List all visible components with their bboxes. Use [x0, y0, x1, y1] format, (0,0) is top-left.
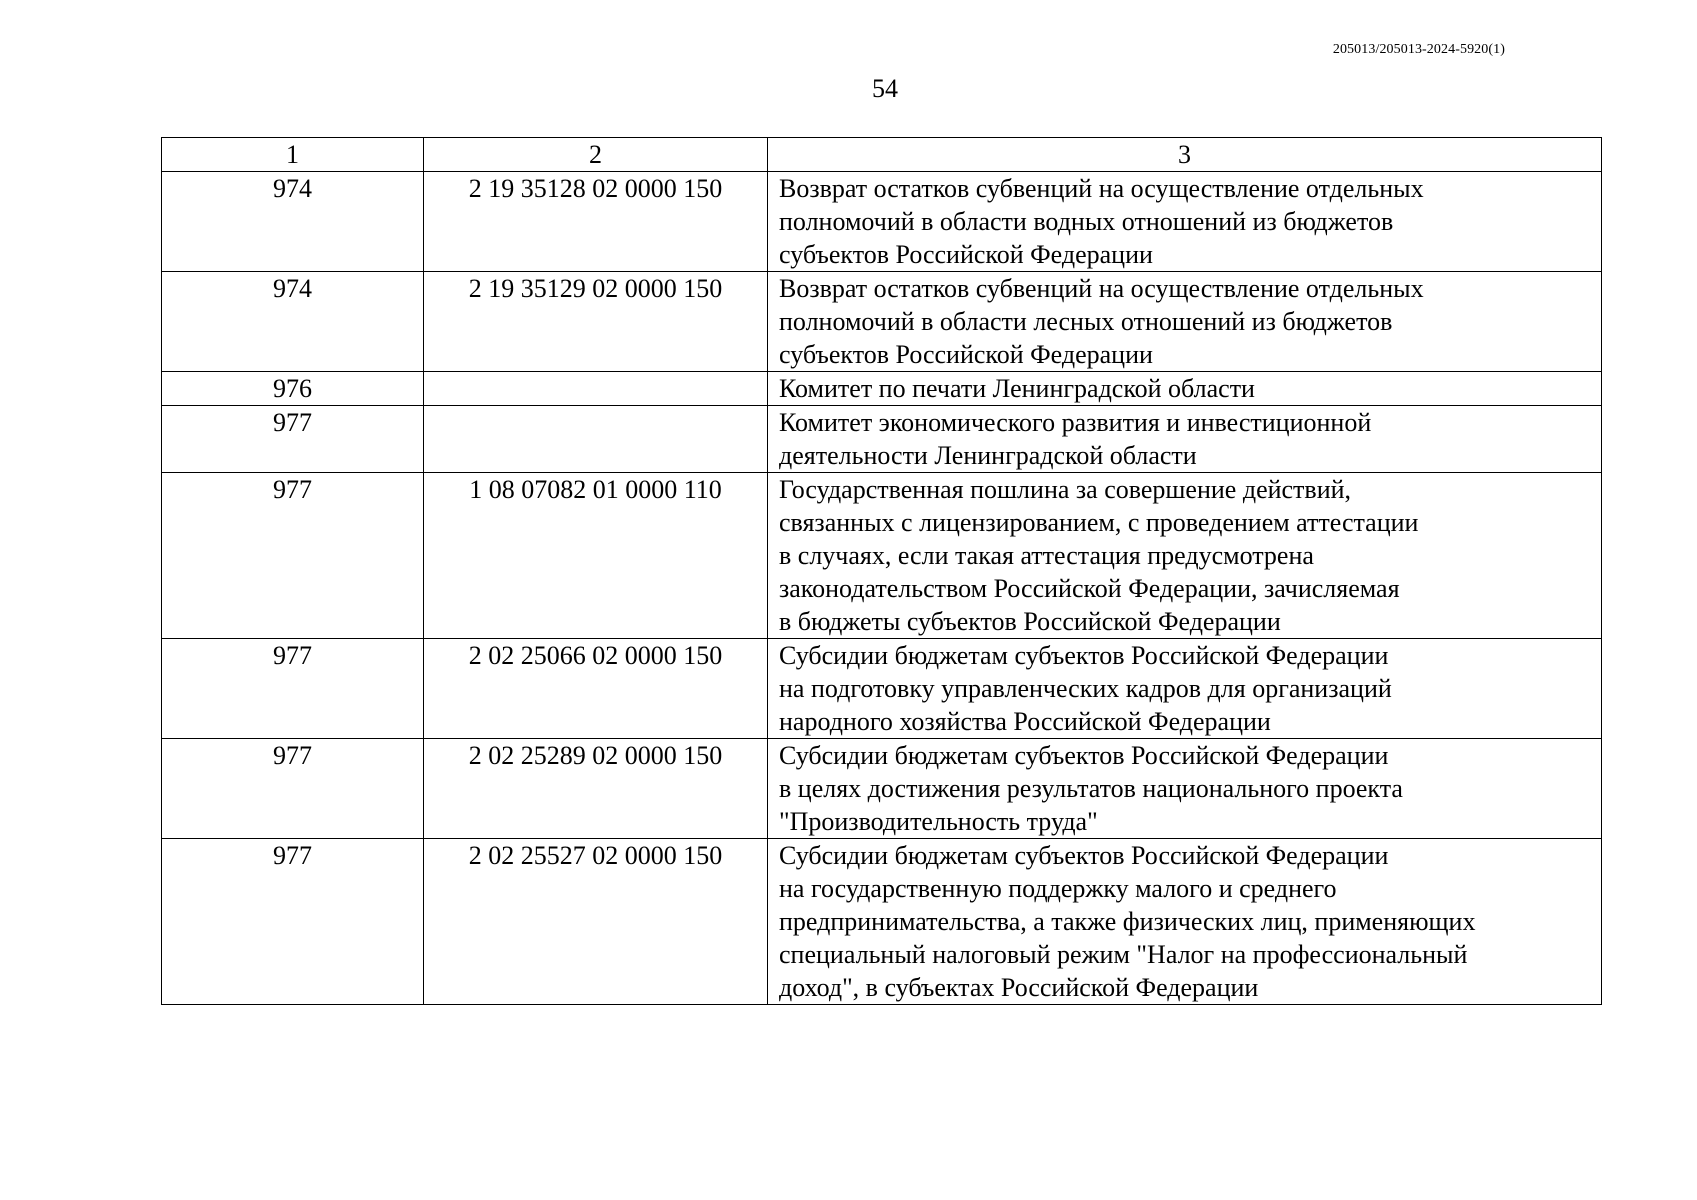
admin-code-cell: 977 — [162, 739, 424, 839]
column-header-1: 1 — [162, 138, 424, 172]
budget-code-cell: 2 19 35129 02 0000 150 — [424, 272, 768, 372]
column-header-2: 2 — [424, 138, 768, 172]
budget-code-cell: 2 19 35128 02 0000 150 — [424, 172, 768, 272]
description-cell: Комитет по печати Ленинградской области — [768, 372, 1602, 406]
description-cell: Субсидии бюджетам субъектов Российской Федерации в целях достижения результатов национального проекта "Производительность труда" — [768, 739, 1602, 839]
budget-code-cell: 2 02 25289 02 0000 150 — [424, 739, 768, 839]
admin-code-cell: 977 — [162, 473, 424, 639]
description-cell: Субсидии бюджетам субъектов Российской Федерации на подготовку управленческих кадров для организаций народного хозяйства Российской Федерации — [768, 639, 1602, 739]
admin-code-cell: 974 — [162, 172, 424, 272]
table-row — [162, 172, 1602, 272]
budget-code-cell: 2 02 25066 02 0000 150 — [424, 639, 768, 739]
table-row — [162, 473, 1602, 639]
table-row — [162, 272, 1602, 372]
admin-code-cell: 974 — [162, 272, 424, 372]
page-number: 54 — [872, 74, 898, 103]
description-cell: Государственная пошлина за совершение действий, связанных с лицензированием, с проведением аттестации в случаях, если такая аттестация предусмотрена законодательством Российской Федерации, зачисляемая в бюджеты субъектов Российской Федерации — [768, 473, 1602, 639]
description-cell: Возврат остатков субвенций на осуществление отдельных полномочий в области лесных отношений из бюджетов субъектов Российской Федерации — [768, 272, 1602, 372]
table-header-row — [162, 138, 1602, 172]
column-header-3: 3 — [768, 138, 1602, 172]
table-row — [162, 372, 1602, 406]
description-cell: Возврат остатков субвенций на осуществление отдельных полномочий в области водных отношений из бюджетов субъектов Российской Федерации — [768, 172, 1602, 272]
description-cell: Субсидии бюджетам субъектов Российской Федерации на государственную поддержку малого и среднего предпринимательства, а также физических лиц, применяющих специальный налоговый режим "Налог на профессиональный доход", в субъектах Российской Федерации — [768, 839, 1602, 1005]
admin-code-cell: 976 — [162, 372, 424, 406]
table-row — [162, 406, 1602, 473]
document-code: 205013/205013-2024-5920(1) — [1332, 42, 1505, 57]
budget-code-cell: 1 08 07082 01 0000 110 — [424, 473, 768, 639]
admin-code-cell: 977 — [162, 839, 424, 1005]
table-row — [162, 639, 1602, 739]
admin-code-cell: 977 — [162, 406, 424, 473]
table-row — [162, 839, 1602, 1005]
budget-code-cell — [424, 406, 768, 473]
budget-code-cell — [424, 372, 768, 406]
budget-code-cell: 2 02 25527 02 0000 150 — [424, 839, 768, 1005]
admin-code-cell: 977 — [162, 639, 424, 739]
budget-codes-table — [161, 137, 1602, 1005]
table-row — [162, 739, 1602, 839]
description-cell: Комитет экономического развития и инвестиционной деятельности Ленинградской области — [768, 406, 1602, 473]
